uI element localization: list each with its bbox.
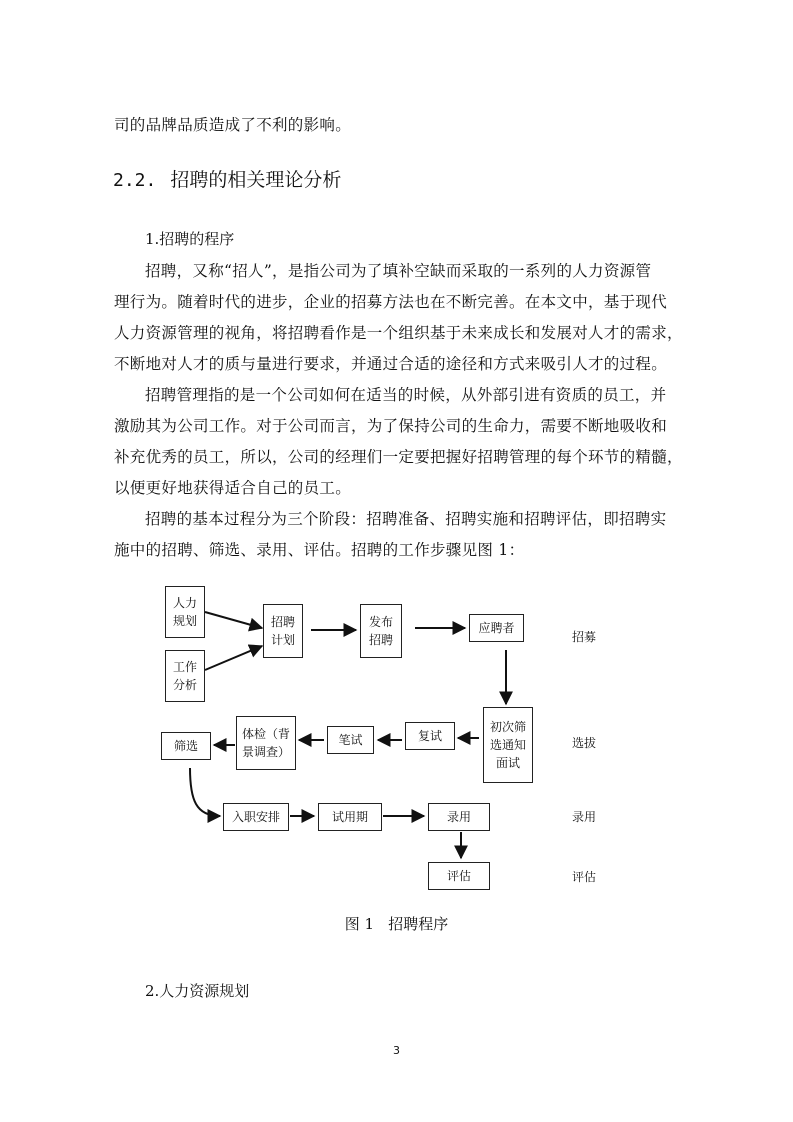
box-written-test: 笔试: [327, 726, 374, 754]
section-number: 2.2.: [113, 170, 157, 191]
paragraph-fragment: 司的品牌品质造成了不利的影响。: [114, 116, 352, 134]
arrow-planning-to-plan: [205, 612, 262, 628]
box-screening: 筛选: [161, 732, 211, 760]
stage-label-select: 选拔: [572, 736, 597, 750]
paragraph-line: 补充优秀的员工，所以，公司的经理们一定要把握好招聘管理的每个环节的精髓，: [114, 448, 683, 466]
box-applicants: 应聘者: [469, 614, 524, 642]
page-number: 3: [393, 1044, 400, 1057]
box-recruit-plan: 招聘 计划: [263, 604, 303, 658]
paragraph-line: 不断地对人才的质与量进行要求，并通过合适的途径和方式来吸引人才的过程。: [114, 355, 668, 373]
box-background-check: 体检（背 景调查）: [236, 716, 296, 770]
box-job-analysis: 工作 分析: [165, 650, 205, 702]
paragraph-line: 以便更好地获得适合自己的员工。: [114, 479, 352, 497]
box-probation: 试用期: [318, 803, 382, 831]
box-hr-planning: 人力 规划: [165, 586, 205, 638]
paragraph-line: 人力资源管理的视角，将招聘看作是一个组织基于未来成长和发展对人才的需求，: [114, 324, 683, 342]
box-initial-interview: 初次筛 选通知 面试: [483, 707, 533, 783]
paragraph-line: 施中的招聘、筛选、录用、评估。招聘的工作步骤见图 1：: [114, 541, 525, 559]
box-publish: 发布 招聘: [360, 604, 402, 658]
box-hire: 录用: [428, 803, 490, 831]
box-retest: 复试: [405, 722, 455, 750]
box-evaluate: 评估: [428, 862, 490, 890]
section-title: 招聘的相关理论分析: [170, 169, 342, 191]
paragraph-line: 激励其为公司工作。对于公司而言，为了保持公司的生命力，需要不断地吸收和: [114, 417, 668, 435]
paragraph-line: 理行为。随着时代的进步，企业的招募方法也在不断完善。在本文中，基于现代: [114, 293, 668, 311]
stage-label-hire: 录用: [572, 810, 597, 824]
stage-label-evaluate: 评估: [572, 870, 597, 884]
paragraph-line: 招聘的基本过程分为三个阶段：招聘准备、招聘实施和招聘评估，即招聘实: [145, 510, 667, 528]
paragraph-line: 招聘，又称“招人”，是指公司为了填补空缺而采取的一系列的人力资源管: [145, 262, 652, 280]
box-onboarding: 入职安排: [223, 803, 289, 831]
arrow-analysis-to-plan: [205, 646, 262, 670]
stage-label-recruit: 招募: [572, 630, 597, 644]
subsection-title: 2.人力资源规划: [145, 982, 250, 1000]
arrow-screening-to-onboarding: [190, 768, 220, 816]
paragraph-line: 招聘管理指的是一个公司如何在适当的时候，从外部引进有资质的员工，并: [145, 386, 667, 404]
figure-caption: 图 1 招聘程序: [344, 915, 449, 933]
subsection-title: 1.招聘的程序: [145, 230, 235, 248]
